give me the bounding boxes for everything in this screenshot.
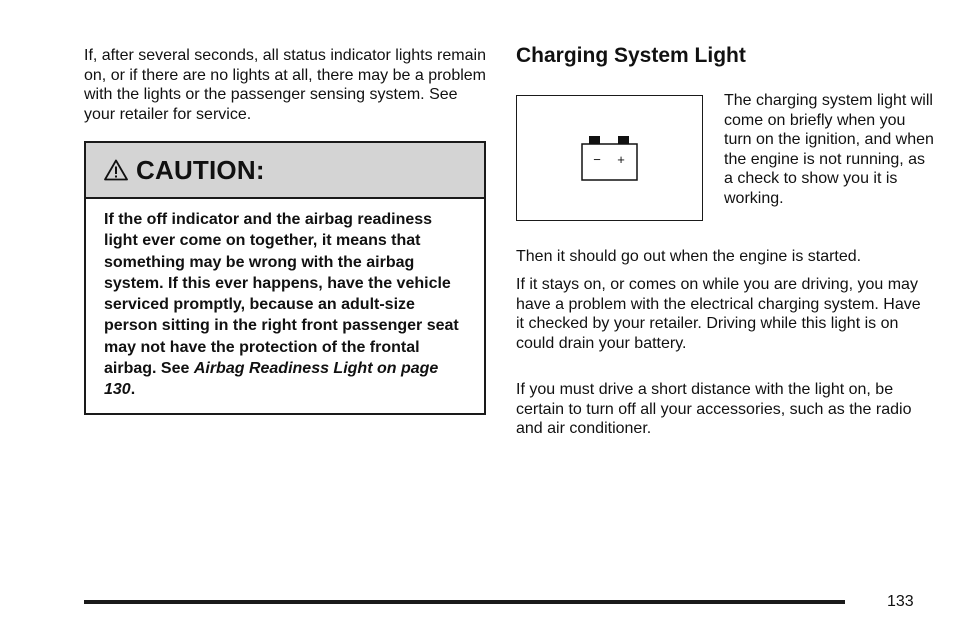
footer-rule [84, 600, 845, 604]
caution-box [84, 141, 486, 415]
battery-minus-label: − [593, 152, 601, 167]
paragraph-accessories: If you must drive a short distance with the light on, be certain to turn off all your accessories, such as the radio and air conditioner. [516, 381, 912, 438]
caution-end-punct: . [130, 381, 136, 399]
section-heading: Charging System Light [516, 44, 746, 67]
battery-icon [517, 96, 702, 220]
paragraph-charging-problem: If it stays on, or comes on while you are driving, you may have a problem with the electrical charging system. Have it checked by your retailer. Driving while this light is on could drain your battery. [516, 276, 921, 352]
battery-plus-label: + [617, 152, 625, 167]
page-number: 133 [887, 593, 914, 610]
charging-light-description: The charging system light will come on briefly when you turn on the ignition, and when the engine is not running, as a check to show you it is working. [724, 92, 934, 207]
caution-header [86, 143, 484, 199]
warning-triangle-icon [104, 159, 128, 181]
intro-paragraph: If, after several seconds, all status indicator lights remain on, or if there are no lights at all, there may be a problem with the lights or the passenger sensing system. See your retailer for service. [84, 47, 486, 123]
airbag-readiness-reference: Airbag Readiness Light on page 130 [104, 360, 439, 399]
caution-body: If the off indicator and the airbag readiness light ever come on together, it means that something may be wrong with the airbag system. If this ever happens, have the vehicle serviced promptly, because an adult-size person sitting in the right front passenger seat may not have the protection of the frontal airbag. See [104, 211, 459, 378]
paragraph-engine-started: Then it should go out when the engine is started. [516, 248, 862, 265]
charging-light-icon-frame [516, 95, 703, 221]
caution-title: CAUTION: [136, 154, 265, 185]
caution-text [86, 199, 484, 401]
